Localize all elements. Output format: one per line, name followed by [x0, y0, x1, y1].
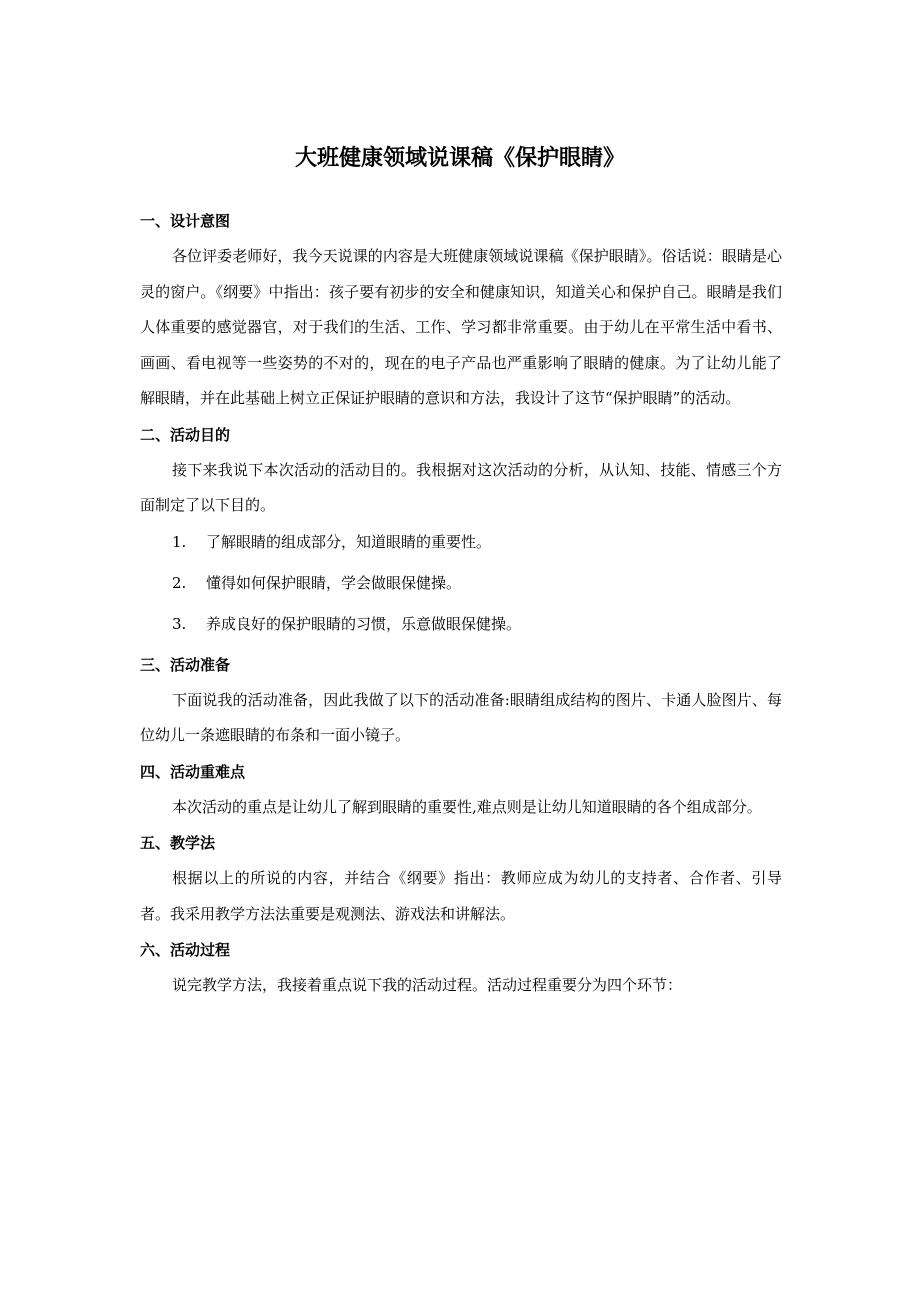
list-item	[140, 568, 782, 598]
section-heading: 二、活动目的	[140, 425, 231, 444]
section-design-intent	[140, 206, 782, 417]
list-item-text: 养成良好的保护眼睛的习惯，乐意做眼保健操。	[206, 614, 522, 633]
list-item-number: 1.	[172, 532, 187, 551]
section-heading: 六、活动过程	[140, 941, 231, 959]
document-body	[140, 206, 782, 1007]
paragraph: 本次活动的重点是让幼儿了解到眼睛的重要性,难点则是让幼儿知道眼睛的各个组成部分。	[172, 797, 762, 816]
list-item-text: 了解眼睛的组成部分，知道眼睛的重要性。	[206, 532, 492, 551]
list-item-number: 2.	[172, 573, 187, 592]
paragraph: 下面说我的活动准备，因此我做了以下的活动准备:眼睛组成结构的图片、卡通人脸图片、每位幼儿一条遮眼睛的布条和一面小镜子。	[140, 690, 782, 744]
paragraph: 各位评委老师好，我今天说课的内容是大班健康领域说课稿《保护眼睛》。俗话说：眼睛是心灵的窗户。《纲要》中指出：孩子要有初步的安全和健康知识，知道关心和保护自己。眼睛是我们人体重要的感觉器官，对于我们的生活、工作、学习都非常重要。由于幼儿在平常生活中看书、画画、看电视等一些姿势的不对的，现在的电子产品也严重影响了眼睛的健康。为了让幼儿能了解眼睛，并在此基础上树立正保证护眼睛的意识和方法，我设计了这节“保护眼睛”的活动。	[140, 247, 782, 407]
section-heading: 一、设计意图	[140, 212, 231, 230]
list-item-number: 3.	[172, 614, 187, 633]
section-teaching-methods	[140, 828, 782, 932]
paragraph: 说完教学方法，我接着重点说下我的活动过程。活动过程重要分为四个环节：	[172, 976, 683, 994]
list-item-text: 懂得如何保护眼睛，学会做眼保健操。	[206, 573, 462, 592]
section-activity-process	[140, 935, 782, 1004]
section-heading: 三、活动准备	[140, 655, 231, 674]
section-activity-preparation	[140, 650, 782, 754]
section-activity-goals	[140, 420, 782, 639]
list-item	[140, 527, 782, 557]
section-key-difficulties	[140, 757, 782, 826]
document-title: 大班健康领域说课稿《保护眼睛》	[294, 145, 625, 171]
section-heading: 五、教学法	[140, 834, 216, 852]
list-item	[140, 609, 782, 639]
section-heading: 四、活动重难点	[140, 762, 246, 781]
paragraph: 接下来我说下本次活动的活动目的。我根据对这次活动的分析，从认知、技能、情感三个方面制定了以下目的。	[140, 460, 782, 514]
paragraph: 根据以上的所说的内容，并结合《纲要》指出：教师应成为幼儿的支持者、合作者、引导者。我采用教学方法法重要是观测法、游戏法和讲解法。	[140, 869, 782, 923]
